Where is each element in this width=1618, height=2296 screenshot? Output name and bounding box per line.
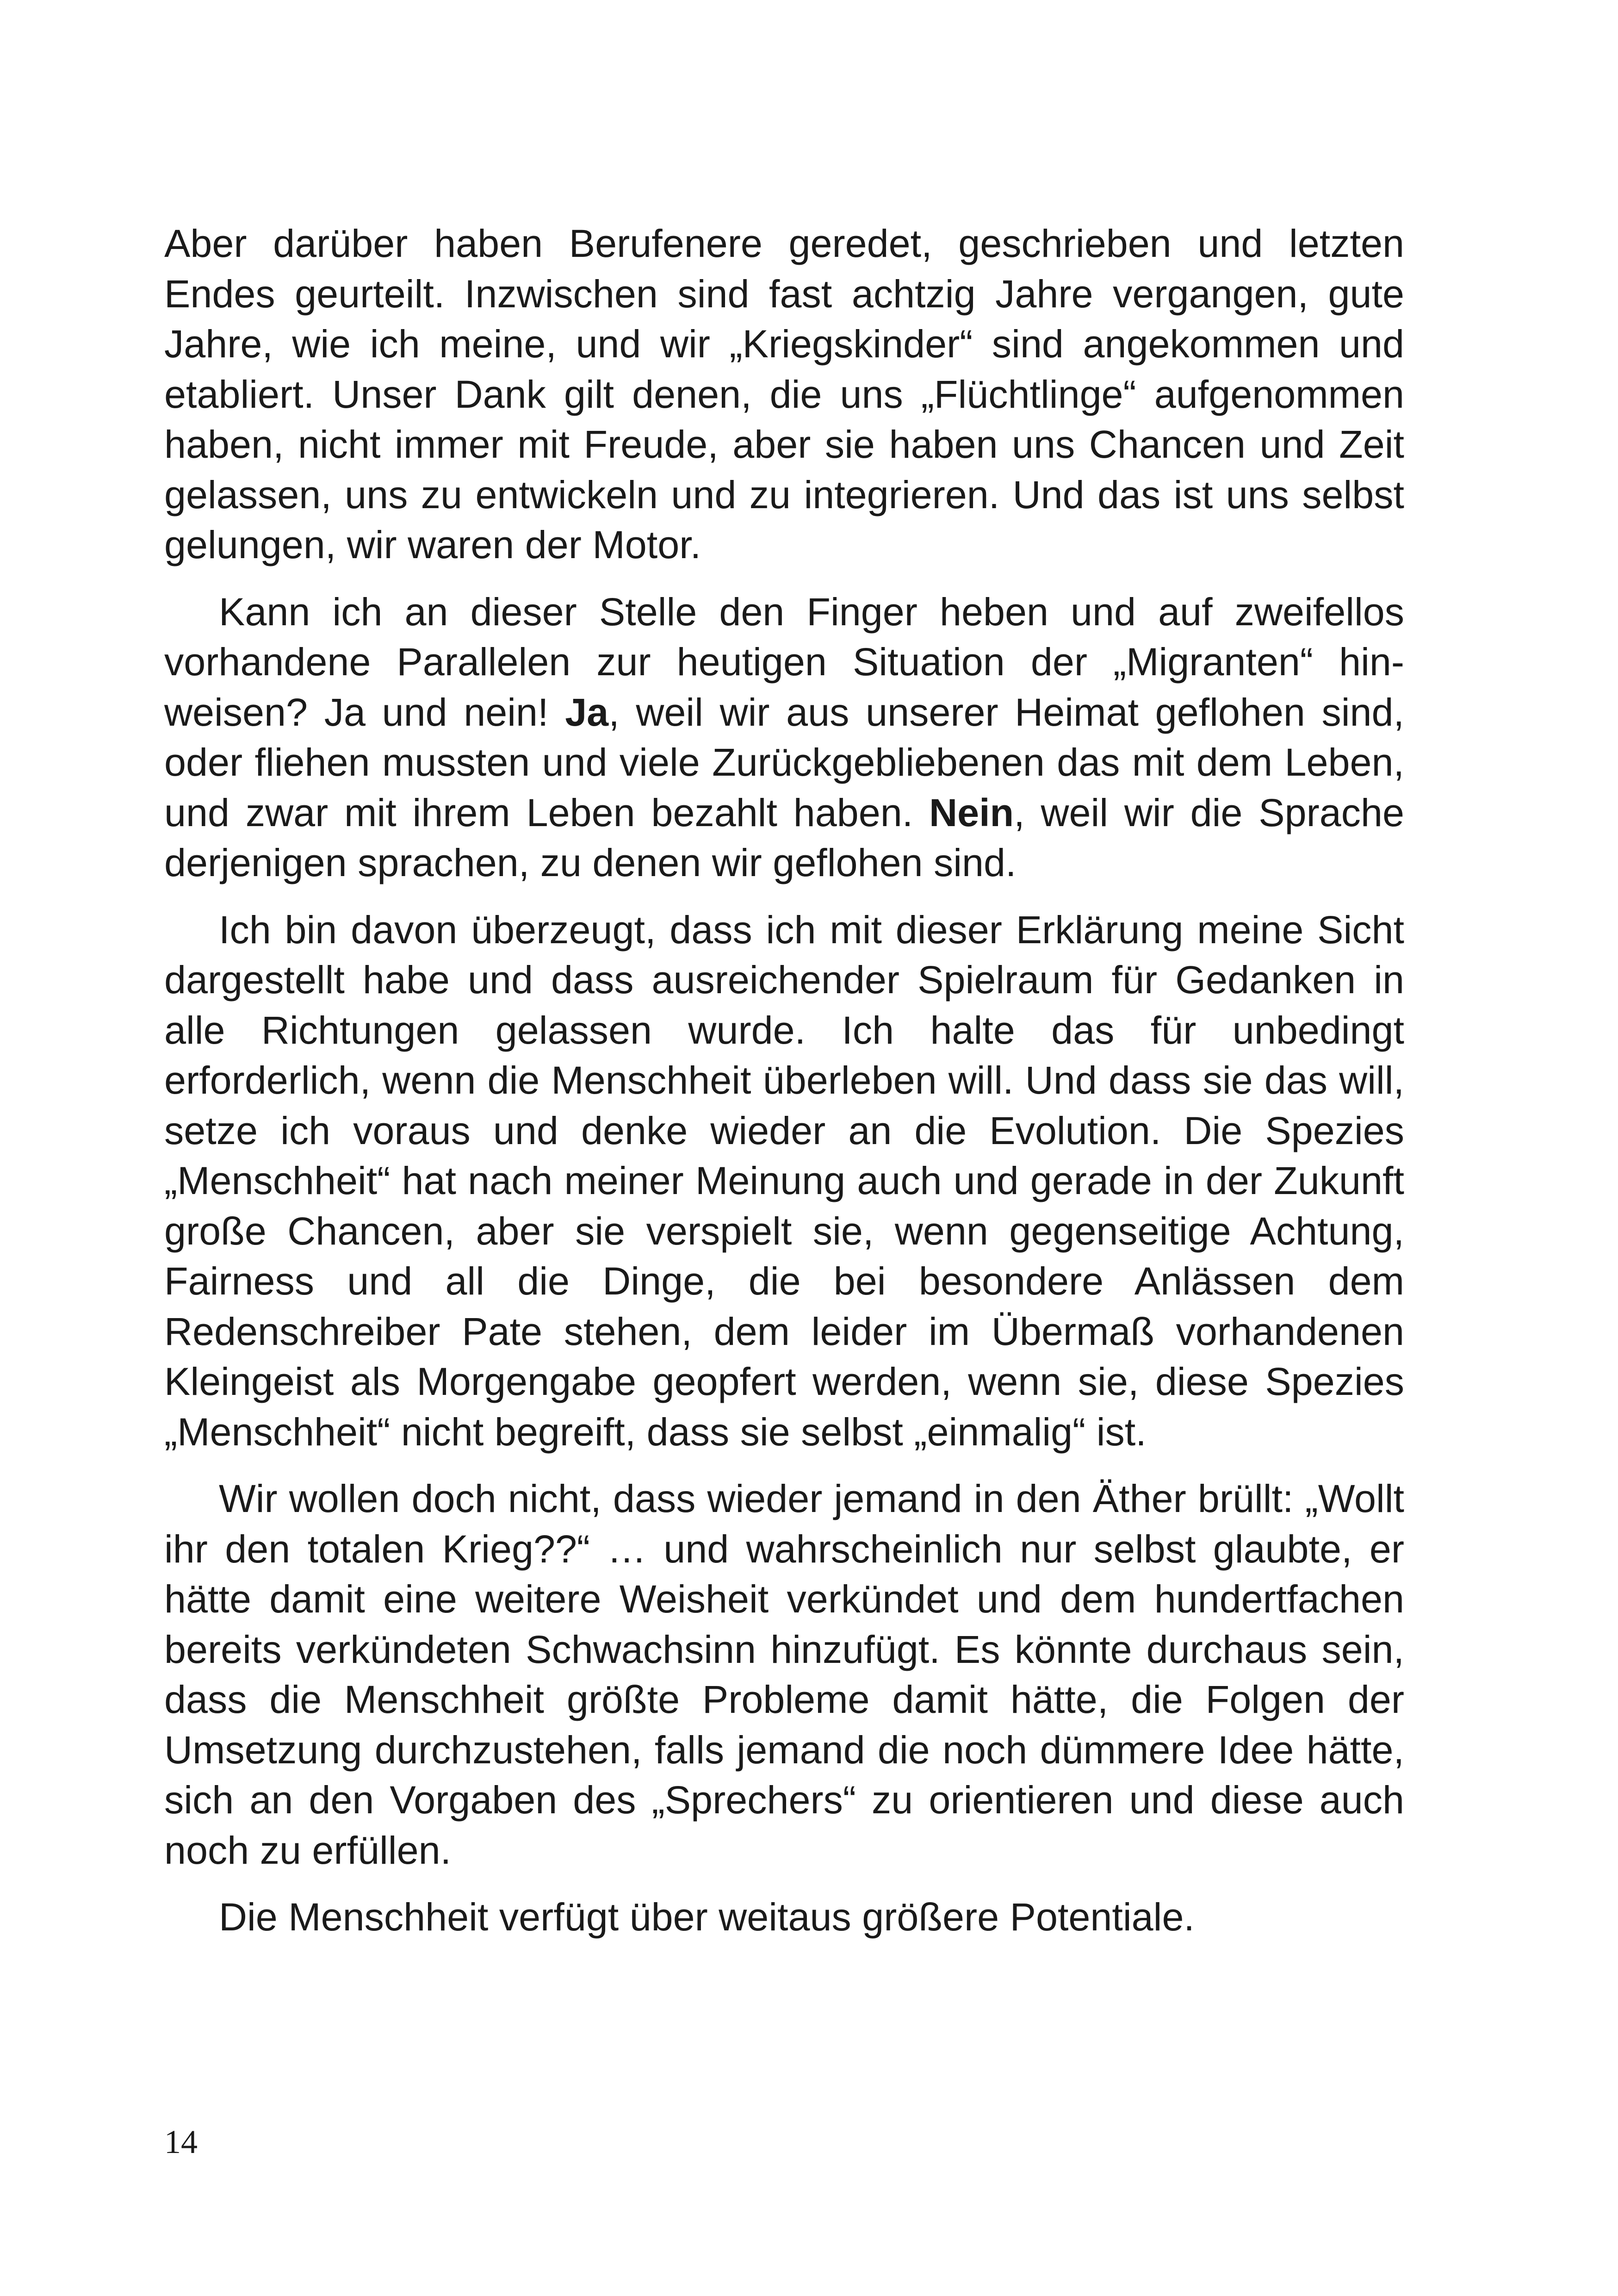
bold-nein: Nein — [929, 790, 1014, 834]
paragraph-2 — [164, 587, 1404, 888]
paragraph-1: Aber darüber haben Berufenere geredet, geschrieben und letzten Endes geurteilt. Inzwischen sind fast achtzig Jahre vergangen, gute Jahre, wie ich meine, und wir „Kriegskinder“ sind angekommen und etabliert. Unser Dank gilt denen, die uns „Flüchtlinge“ aufgenommen haben, nicht immer mit Freude, aber sie haben uns Chancen und Zeit gelassen, uns zu entwickeln und zu integrieren. Und das ist uns selbst gelungen, wir waren der Motor. — [164, 222, 1404, 566]
body-text — [164, 218, 1404, 1959]
paragraph-3: Ich bin davon überzeugt, dass ich mit dieser Erklärung meine Sicht dargestellt habe und dass ausreichender Spielraum für Gedanken in alle Richtungen gelassen wurde. Ich halte das für unbedingt erforderlich, wenn die Menschheit überleben will. Und dass sie das will, setze ich voraus und denke wieder an die Evolution. Die Spezies „Menschheit“ hat nach meiner Meinung auch und gerade in der Zukunft große Chancen, aber sie verspielt sie, wenn gegenseitige Achtung, Fairness und all die Dinge, die bei besondere Anlässen dem Redenschreiber Pate stehen, dem leider im Übermaß vorhandenen Kleingeist als Morgengabe geopfert werden, wenn sie, diese Spezies „Menschheit“ nicht begreift, dass sie selbst „einmalig“ ist. — [164, 908, 1404, 1454]
paragraph-2-text-b: , weil wir aus unserer Heimat geflohen sind, oder fliehen mussten und viele Zurückgebliebenen das mit dem Leben, und zwar mit ihrem Leben bezahlt haben. — [164, 690, 1404, 834]
page-number: 14 — [164, 2123, 198, 2160]
bold-ja: Ja — [565, 690, 609, 734]
paragraph-2-text-a: Kann ich an dieser Stelle den Finger heben und auf zweifellos vorhandene Parallelen zur heutigen Situation der „Migranten“ hinweisen? Ja und nein! — [164, 590, 1404, 734]
paragraph-2-text-c: , weil wir die Sprache derjenigen sprachen, zu denen wir geflohen sind. — [164, 790, 1404, 884]
paragraph-5: Die Menschheit verfügt über weitaus größere Potentiale. — [219, 1895, 1195, 1939]
paragraph-4: Wir wollen doch nicht, dass wieder jemand in den Äther brüllt: „Wollt ihr den totalen Krieg??“ … und wahrscheinlich nur selbst glaubte, er hätte damit eine weitere Weisheit verkündet und dem hundertfachen bereits verkündeten Schwachsinn hinzufügt. Es könnte durchaus sein, dass die Menschheit größte Probleme damit hätte, die Folgen der Umsetzung durchzustehen, falls jemand die noch dümmere Idee hätte, sich an den Vorgaben des „Sprechers“ zu orientieren und diese auch noch zu erfüllen. — [164, 1477, 1404, 1872]
